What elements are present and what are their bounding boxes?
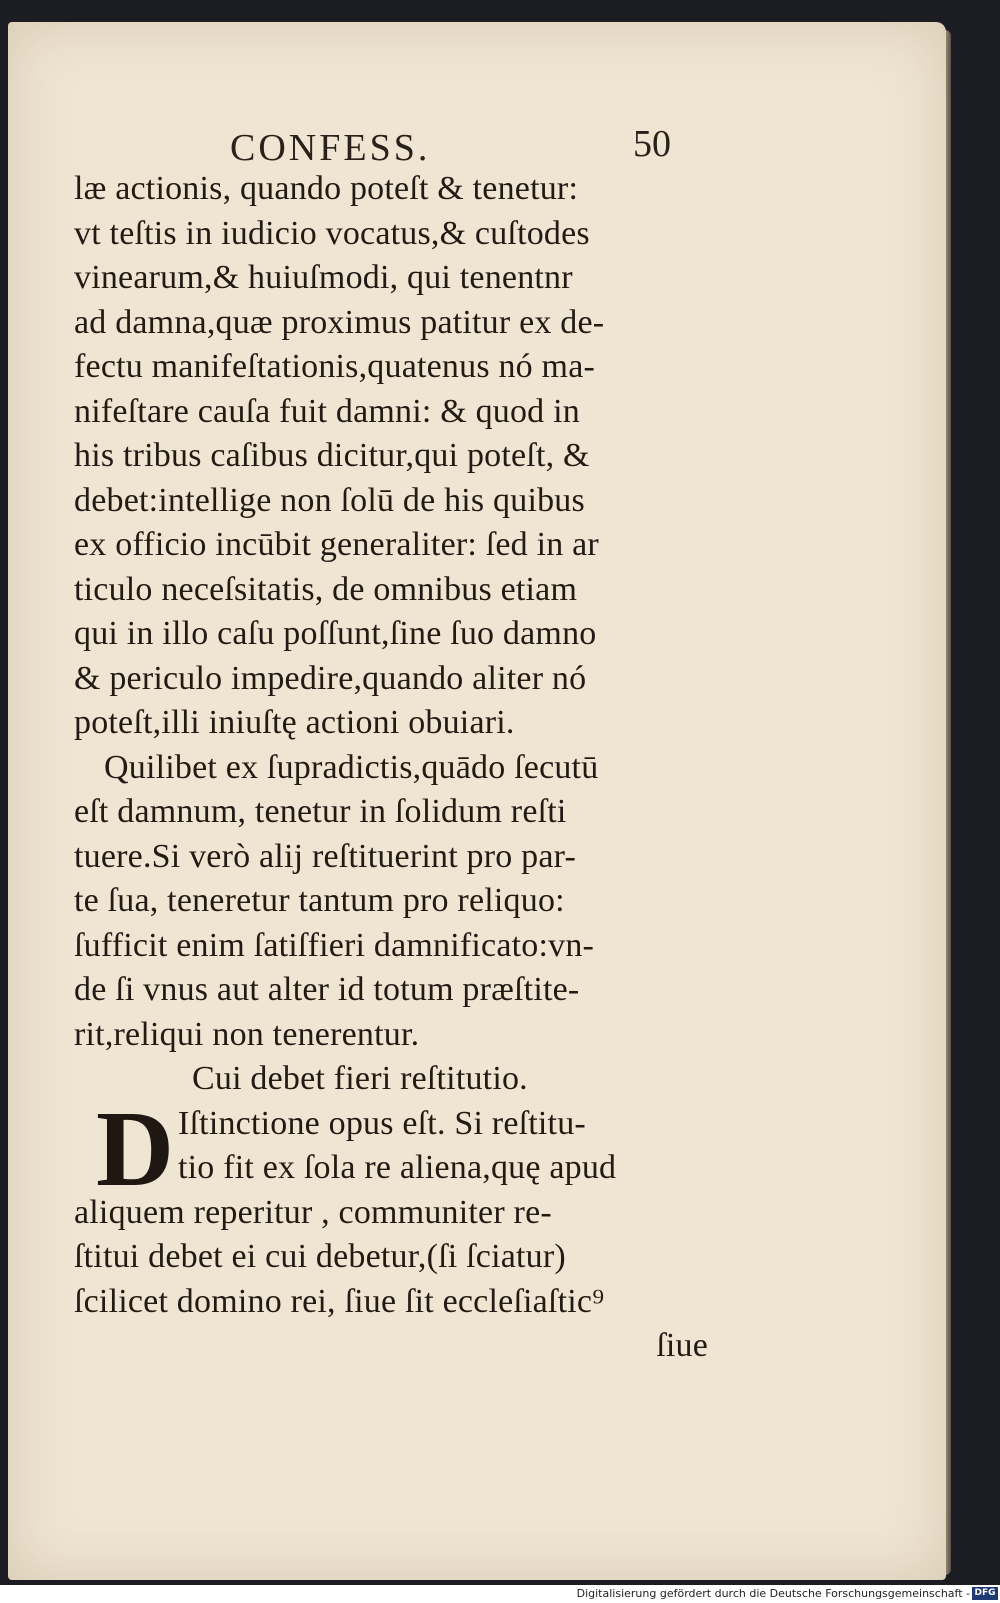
text-line: Iſtinctione opus eſt. Si reſtitu- xyxy=(178,1104,586,1142)
text-line: rit,reliqui non tenerentur. xyxy=(74,1015,420,1053)
dfg-logo: DFG xyxy=(972,1587,998,1600)
text-line: debet:intellige non ſolū de his quibus xyxy=(74,481,585,519)
book-page xyxy=(8,22,946,1580)
paragraph-3 xyxy=(74,1089,714,1369)
text-line: læ actionis, quando poteſt & tenetur: xyxy=(74,170,579,207)
text-line: & periculo impedire,quando aliter nó xyxy=(74,659,587,697)
text-line: de ſi vnus aut alter id totum præſtite- xyxy=(74,971,580,1008)
text-line: vinearum,& huiuſmodi, qui tenentnr xyxy=(74,259,573,296)
text-line: tio fit ex ſola re aliena,quę apud xyxy=(178,1149,617,1186)
text-line: fectu manifeſtationis,quatenus nó ma- xyxy=(74,348,596,385)
text-line: ſcilicet domino rei, ſiue ſit eccleſiaſtic⁹ xyxy=(74,1282,605,1320)
text-line: tuere.Si verò alij reſtituerint pro par- xyxy=(74,837,577,875)
drop-cap: D xyxy=(96,1089,174,1209)
text-line: ſufficit enim ſatiſfieri damnificato:vn- xyxy=(74,926,595,964)
text-line: ticulo neceſsitatis, de omnibus etiam xyxy=(74,570,578,608)
text-line: poteſt,illi iniuſtę actioni obuiari. xyxy=(74,704,515,741)
text-line: Quilibet ex ſupradictis,quādo ſecutū xyxy=(104,748,599,786)
page-number: 50 xyxy=(633,123,671,165)
running-head xyxy=(8,110,946,170)
section-heading: Cui debet fieri reſtitutio. xyxy=(192,1060,528,1097)
text-line: ſtitui debet ei cui debetur,(ſi ſciatur) xyxy=(74,1238,566,1275)
text-line: qui in illo caſu poſſunt,ſine ſuo damno xyxy=(74,615,597,652)
footer-credit: Digitalisierung gefördert durch die Deutsche Forschungsgemeinschaft - xyxy=(576,1587,970,1600)
running-head-title: CONFESS. xyxy=(230,127,431,169)
text-line: ex officio incūbit generaliter: ſed in ar xyxy=(74,526,599,563)
paragraph-1 xyxy=(74,167,714,746)
paragraph-2 xyxy=(74,746,714,1058)
text-line: ad damna,quæ proximus patitur ex de- xyxy=(74,303,605,341)
text-line: vt teſtis in iudicio vocatus,& cuſtodes xyxy=(74,214,590,252)
footer-bar xyxy=(0,1585,1000,1603)
catchword: ſiue xyxy=(656,1327,708,1364)
text-line: nifeſtare cauſa fuit damni: & quod in xyxy=(74,392,580,430)
text-block xyxy=(74,167,714,1369)
text-line: eſt damnum, tenetur in ſolidum reſti xyxy=(74,793,567,830)
text-line: aliquem reperitur , communiter re- xyxy=(74,1193,552,1231)
text-line: te ſua, teneretur tantum pro reliquo: xyxy=(74,882,565,919)
text-line: his tribus caſibus dicitur,qui poteſt, & xyxy=(74,437,590,474)
